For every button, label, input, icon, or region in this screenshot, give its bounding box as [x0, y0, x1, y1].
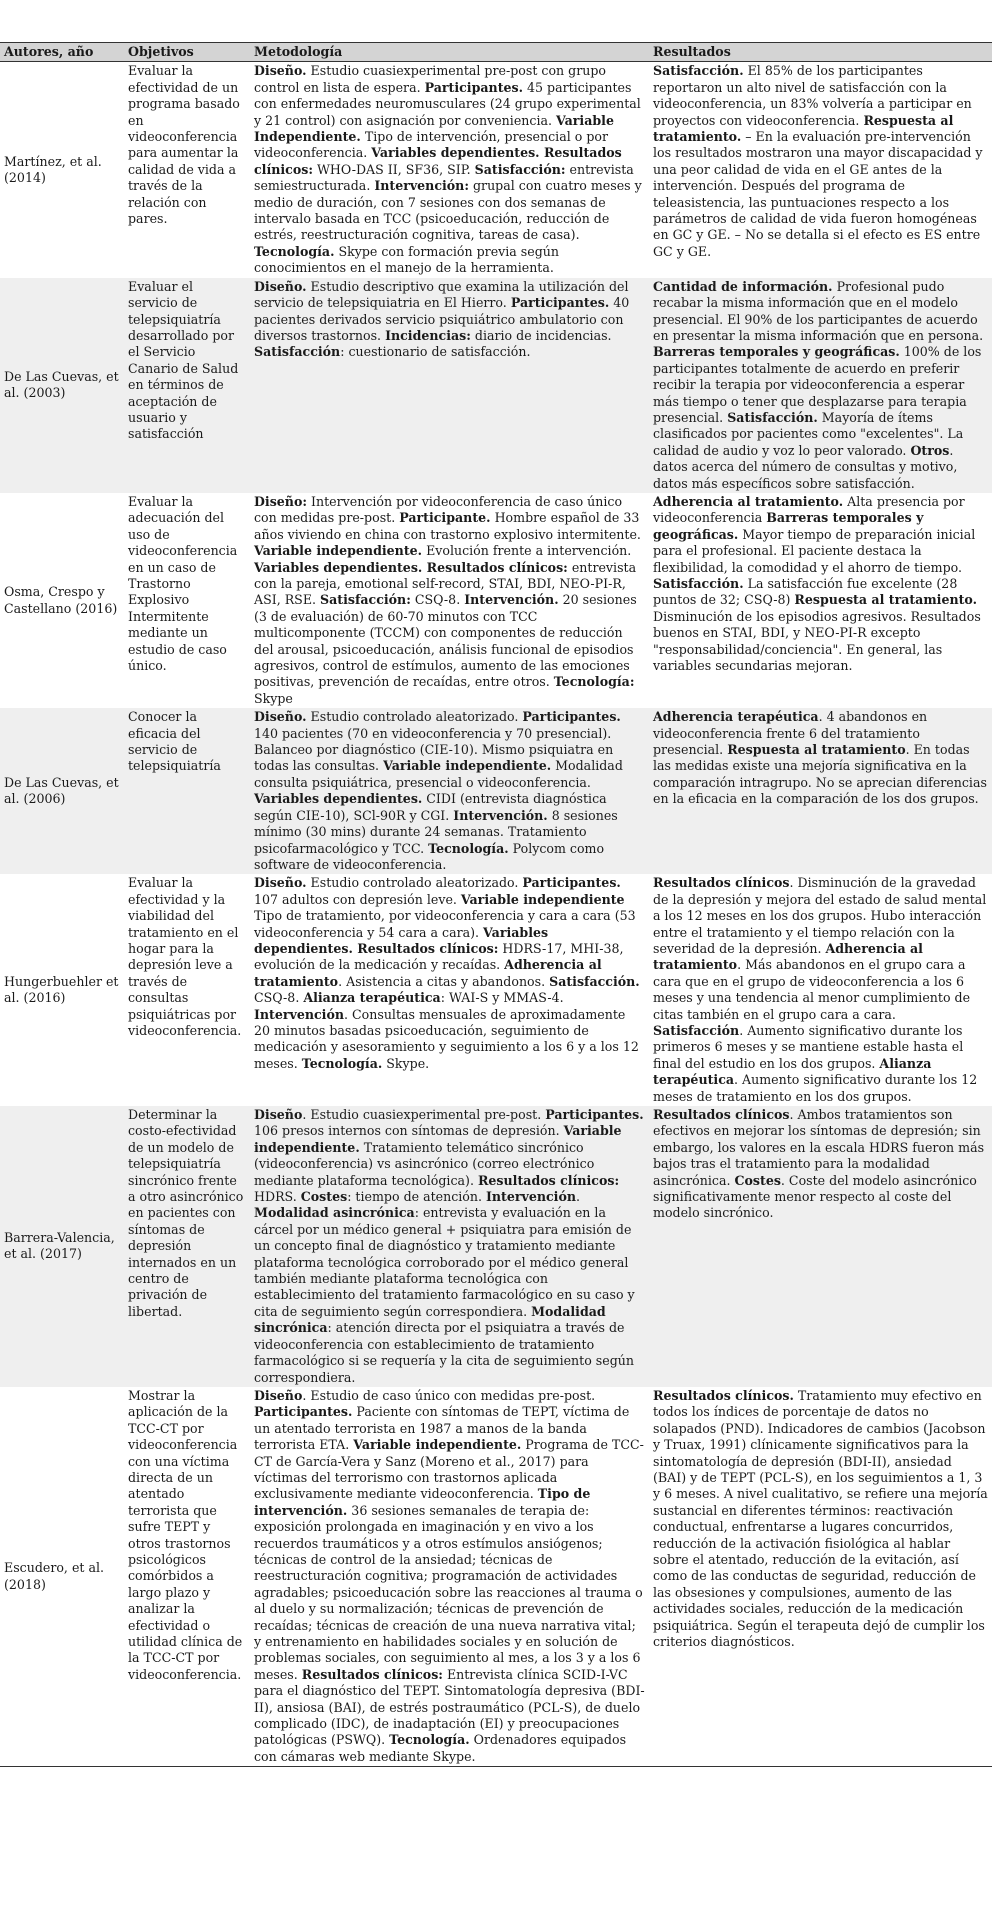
bold-label: Satisfacción:	[474, 161, 566, 177]
objective-cell: Mostrar la aplicación de la TCC-CT por videoconferencia con una víctima directa de un atentado terrorista que sufre TEPT y otros trastornos psicológicos comórbidos a largo plazo y analizar la efectividad o utilidad clínica de la TCC-CT por videoconferencia.	[124, 1387, 250, 1767]
table-row	[0, 1387, 992, 1767]
author-cell: De Las Cuevas, et al. (2003)	[0, 278, 124, 493]
bold-label: Satisfacción	[653, 1022, 740, 1038]
header-objectives: Objetivos	[124, 43, 250, 62]
objective-cell: Conocer la eficacia del servicio de telepsiquiatría	[124, 708, 250, 874]
bold-label: Participantes.	[254, 1404, 353, 1420]
objective-cell: Evaluar el servicio de telepsiquiatría desarrollado por el Servicio Canario de Salud en términos de aceptación de usuario y satisfacción	[124, 278, 250, 493]
bold-label: Variable independiente.	[254, 543, 423, 559]
bold-label: Intervención:	[374, 178, 469, 194]
bold-label: Resultados clínicos:	[477, 1172, 620, 1188]
bold-label: Adherencia al tratamiento	[653, 940, 923, 973]
methodology-cell: Diseño: Intervención por videoconferencia de caso único con medidas pre-post. Participante. Hombre español de 33 años viviendo en china con trastorno explosivo intermitente. Variable independiente. Evolución frente a intervención. Variables dependientes. Resultados clínicos: entrevista con la pareja, emotional self-record, STAI, BDI, NEO-PI-R, ASI, RSE. Satisfacción: CSQ-8. Intervención. 20 sesiones (3 de evaluación) de 60-70 minutos con TCC multicomponente (TCCM) con componentes de reducción del arousal, psicoeducación, análisis funcional de episodios agresivos, control de estímulos, aumento de las emociones positivas, prevención de recaídas, entre otros. Tecnología: Skype	[254, 493, 641, 706]
bold-label: Variable Independiente.	[254, 112, 614, 145]
methodology-cell: Diseño. Estudio cuasiexperimental pre-post con grupo control en lista de espera. Participantes. 45 participantes con enfermedades neuromusculares (24 grupo experimental y 21 control) con asignación por conveniencia. Variable Independiente. Tipo de intervención, presencial o por videoconferencia. Variables dependientes. Resultados clínicos: WHO-DAS II, SF36, SIP. Satisfacción: entrevista semiestructurada. Intervención: grupal con cuatro meses y medio de duración, con 7 sesiones con dos semanas de intervalo basada en TCC (psicoeducación, reducción de estrés, reestructuración cognitiva, tareas de casa). Tecnología. Skype con formación previa según conocimientos en el manejo de la herramienta.	[254, 63, 642, 276]
methodology-cell: Diseño. Estudio controlado aleatorizado. Participantes. 107 adultos con depresión leve. Variable independiente Tipo de tratamiento, por videoconferencia y cara a cara (53 videoconferencia y 54 cara a cara). Variables dependientes. Resultados clínicos: HDRS-17, MHI-38, evolución de la medicación y recaídas. Adherencia al tratamiento. Asistencia a citas y abandonos. Satisfacción. CSQ-8. Alianza terapéutica: WAI-S y MMAS-4. Intervención. Consultas mensuales de aproximadamente 20 minutos basadas psicoeducación, seguimiento de medicación y asesoramiento y seguimiento a los 6 y a los 12 meses. Tecnología. Skype.	[254, 875, 640, 1071]
bold-label: Participantes.	[545, 1107, 644, 1122]
bold-label: Adherencia terapéutica	[653, 709, 819, 725]
table-row	[0, 493, 992, 708]
bold-label: Tecnología.	[301, 1055, 383, 1071]
bold-label: Cantidad de información.	[653, 278, 833, 294]
bold-label: Variables dependientes. Resultados clínicos:	[254, 559, 568, 575]
author-cell: De Las Cuevas, et al. (2006)	[0, 708, 124, 874]
bold-label: Intervención.	[464, 592, 559, 608]
bold-label: Satisfacción.	[653, 63, 744, 79]
bold-label: Participantes.	[424, 79, 524, 95]
document-page	[0, 42, 996, 1767]
bold-label: Adherencia al tratamiento.	[653, 493, 844, 509]
bold-label: Variables dependientes. Resultados clínicos:	[254, 924, 549, 956]
author-cell: Escudero, et al. (2018)	[0, 1387, 124, 1767]
results-cell: Resultados clínicos. Disminución de la gravedad de la depresión y mejora del estado de salud mental a los 12 meses en los dos grupos. Hubo interacción entre el tratamiento y el tiempo relación con la severidad de la depresión. Adherencia al tratamiento. Más abandonos en el grupo cara a cara que en el grupo de videoconferencia a los 6 meses y una tendencia al menor cumplimiento de citas también en el grupo cara a cara. Satisfacción. Aumento significativo durante los primeros 6 meses y se mantiene estable hasta el final del estudio en los dos grupos. Alianza terapéutica. Aumento significativo durante los 12 meses de tratamiento en los dos grupos.	[653, 875, 987, 1104]
objective-cell: Evaluar la efectividad de un programa basado en videoconferencia para aumentar la calidad de vida a través de la relación con pares.	[128, 63, 240, 227]
bold-label: Variable independiente.	[353, 1437, 522, 1453]
table-row	[0, 874, 992, 1106]
bold-label: Satisfacción	[254, 344, 341, 360]
bold-label: Variable independiente.	[254, 1123, 622, 1155]
bold-label: Participantes.	[522, 709, 621, 725]
bold-label: Alianza terapéutica	[303, 990, 441, 1006]
bold-label: Variable independiente.	[383, 758, 552, 774]
bold-label: Intervención	[486, 1189, 577, 1205]
bold-label: Resultados clínicos.	[653, 1387, 794, 1403]
bold-label: Diseño	[254, 1387, 303, 1403]
bold-label: Satisfacción.	[727, 409, 818, 425]
methodology-cell: Diseño. Estudio controlado aleatorizado. Participantes. 140 pacientes (70 en videoconferencia y 70 presencial). Balanceo por diagnóstico (CIE-10). Mismo psiquiatra en todas las consultas. Variable independiente. Modalidad consulta psiquiátrica, presencial o videoconferencia. Variables dependientes. CIDI (entrevista diagnóstica según CIE-10), SCl-90R y CGI. Intervención. 8 sesiones mínimo (30 mins) durante 24 semanas. Tratamiento psicofarmacológico y TCC. Tecnología. Polycom como software de videoconferencia.	[250, 708, 649, 874]
bold-label: Incidencias:	[385, 327, 471, 343]
author-cell: Hungerbuehler et al. (2016)	[4, 973, 119, 1006]
bold-label: Variables dependientes. Resultados clínicos:	[254, 145, 622, 177]
results-cell: Adherencia terapéutica. 4 abandonos en videoconferencia frente 6 del tratamiento presencial. Respuesta al tratamiento. En todas las medidas existe una mejoría significativa en la comparación intragrupo. No se aprecian diferencias en la eficacia en la comparación de los dos grupos.	[649, 708, 992, 874]
bold-label: Diseño.	[254, 63, 307, 79]
bold-label: Barreras temporales y geográficas.	[653, 510, 924, 542]
bold-label: Resultados clínicos:	[301, 1666, 443, 1682]
bold-label: Respuesta al tratamiento.	[794, 592, 977, 608]
table-row	[0, 708, 992, 874]
bold-label: Diseño.	[254, 875, 307, 891]
bold-label: Tecnología.	[254, 243, 335, 259]
results-cell: Adherencia al tratamiento. Alta presencia por videoconferencia Barreras temporales y geográficas. Mayor tiempo de preparación inicial para el profesional. El paciente destaca la flexibilidad, la comodidad y el ahorro de tiempo. Satisfacción. La satisfacción fue excelente (28 puntos de 32; CSQ-8) Respuesta al tratamiento. Disminución de los episodios agresivos. Resultados buenos en STAI, BDI, y NEO-PI-R excepto "responsabilidad/conciencia". En general, las variables secundarias mejoran.	[653, 493, 981, 674]
objective-cell: Evaluar la adecuación del uso de videoconferencia en un caso de Trastorno Explosivo Intermitente mediante un estudio de caso único.	[128, 493, 238, 674]
results-cell: Satisfacción. El 85% de los participantes reportaron un alto nivel de satisfacción con la videoconferencia, un 83% volvería a participar en proyectos con videoconferencia. Respuesta al tratamiento. – En la evaluación pre-intervención los resultados mostraron una mayor discapacidad y una peor calidad de vida en el GE antes de la intervención. Después del programa de teleasistencia, las puntuaciones respecto a los parámetros de calidad de vida fueron homogéneas en GC y GE. – No se detalla si el efecto es ES entre GC y GE.	[653, 63, 983, 259]
header-results: Resultados	[649, 43, 992, 62]
bold-label: Alianza terapéutica	[653, 1055, 932, 1088]
bold-label: Tecnología.	[428, 840, 509, 856]
table-row	[0, 278, 992, 493]
bold-label: Participante.	[399, 510, 491, 526]
bold-label: Resultados clínicos	[653, 1107, 790, 1122]
bold-label: Satisfacción.	[549, 973, 640, 989]
objective-cell: Determinar la costo-efectividad de un modelo de telepsiquiatría sincrónico frente a otro asincrónico en pacientes con síntomas de depresión internados en un centro de privación de libertad.	[124, 1106, 250, 1387]
bold-label: Costes	[300, 1189, 348, 1205]
bold-label: Adherencia al tratamiento	[254, 957, 602, 989]
bold-label: Costes	[734, 1172, 781, 1188]
table-body	[0, 62, 992, 1767]
bold-label: Variable independiente	[460, 891, 625, 907]
table-row	[0, 62, 992, 278]
objective-cell: Evaluar la efectividad y la viabilidad del tratamiento en el hogar para la depresión leve a través de consultas psiquiátricas por videoconferencia.	[128, 875, 242, 1038]
results-cell: Resultados clínicos. Ambos tratamientos son efectivos en mejorar los síntomas de depresión; sin embargo, los valores en la escala HDRS fueron más bajos tras el tratamiento para la modalidad asincrónica. Costes. Coste del modelo asincrónico significativamente menor respecto al coste del modelo sincrónico.	[649, 1106, 992, 1387]
studies-table	[0, 42, 992, 1767]
bold-label: Diseño:	[254, 493, 308, 509]
bold-label: Satisfacción.	[653, 576, 744, 591]
methodology-cell: Diseño. Estudio de caso único con medidas pre-post. Participantes. Paciente con síntomas de TEPT, víctima de un atentado terrorista en 1987 a manos de la banda terrorista ETA. Variable independiente. Programa de TCC-CT de García-Vera y Sanz (Moreno et al., 2017) para víctimas del terrorismo con trastornos aplicada exclusivamente mediante videoconferencia. Tipo de intervención. 36 sesiones semanales de terapia de: exposición prolongada en imaginación y en vivo a los recuerdos traumáticos y a otros estímulos ansiógenos; técnicas de control de la ansiedad; técnicas de reestructuración cognitiva; programación de actividades agradables; psicoeducación sobre las reacciones al trauma o al duelo y su normalización; técnicas de prevención de recaídas; técnicas de creación de una nueva narrativa vital; y entrenamiento en habilidades sociales y en solución de problemas sociales, con seguimiento al mes, a los 3 y a los 6 meses. Resultados clínicos: Entrevista clínica SCID-I-VC para el diagnóstico del TEPT. Sintomatología depresiva (BDI-II), ansiosa (BAI), de estrés postraumático (PCL-S), de duelo complicado (IDC), de inadaptación (EI) y preocupaciones patológicas (PSWQ). Tecnología. Ordenadores equipados con cámaras web mediante Skype.	[250, 1387, 649, 1767]
bold-label: Satisfacción:	[320, 592, 411, 608]
bold-label: Tipo de intervención.	[254, 1486, 591, 1518]
table-header-row	[0, 43, 992, 62]
bold-label: Participantes.	[510, 295, 610, 311]
bold-label: Participantes.	[522, 875, 621, 891]
bold-label: Modalidad sincrónica	[254, 1303, 606, 1336]
bold-label: Resultados clínicos	[653, 875, 790, 891]
results-cell: Cantidad de información. Profesional pudo recabar la misma información que en el modelo presencial. El 90% de los participantes de acuerdo en presentar la misma información que en persona. Barreras temporales y geográficas. 100% de los participantes totalmente de acuerdo en preferir recibir la terapia por videoconferencia a esperar más tiempo o tener que desplazarse para terapia presencial. Satisfacción. Mayoría de ítems clasificados por pacientes como "excelentes". La calidad de audio y voz lo peor valorado. Otros. datos acerca del número de consultas y motivo, datos más específicos sobre satisfacción.	[649, 278, 992, 493]
bold-label: Diseño	[254, 1107, 303, 1122]
bold-label: Modalidad asincrónica	[254, 1205, 415, 1221]
header-authors: Autores, año	[0, 43, 124, 62]
bold-label: Respuesta al tratamiento	[727, 742, 906, 758]
author-cell: Osma, Crespo y Castellano (2016)	[4, 584, 118, 616]
bold-label: Tecnología.	[389, 1732, 470, 1748]
bold-label: Intervención	[254, 1006, 345, 1022]
bold-label: Diseño.	[254, 709, 307, 725]
bold-label: Diseño.	[254, 278, 307, 294]
author-cell: Barrera-Valencia, et al. (2017)	[0, 1106, 124, 1387]
table-row	[0, 1106, 992, 1387]
bold-label: Tecnología:	[553, 674, 635, 690]
bold-label: Variables dependientes.	[254, 791, 423, 807]
header-methodology: Metodología	[250, 43, 649, 62]
bold-label: Intervención.	[453, 807, 548, 823]
bold-label: Barreras temporales y geográficas.	[653, 344, 900, 360]
bold-label: Respuesta al tratamiento.	[653, 112, 954, 145]
results-cell: Resultados clínicos. Tratamiento muy efectivo en todos los índices de porcentaje de datos no solapados (PND). Indicadores de cambios (Jacobson y Truax, 1991) clínicamente significativos para la sintomatología de depresión (BDI-II), ansiedad (BAI) y de TEPT (PCL-S), en los seguimientos a 1, 3 y 6 meses. A nivel cualitativo, se refiere una mejoría sustancial en diferentes términos: reactivación conductual, enfrentarse a lugares concurridos, reducción de la activación fisiológica al hablar sobre el atentado, reducción de la evitación, así como de las conductas de seguridad, reducción de las obsesiones y compulsiones, aumento de las actividades sociales, reducción de la medicación psiquiátrica. Según el terapeuta dejó de cumplir los criterios diagnósticos.	[649, 1387, 992, 1767]
author-cell: Martínez, et al. (2014)	[4, 153, 102, 186]
bold-label: Otros	[910, 442, 950, 458]
methodology-cell: Diseño. Estudio descriptivo que examina la utilización del servicio de telepsiquiatria en El Hierro. Participantes. 40 pacientes derivados servicio psiquiátrico ambulatorio con diversos trastornos. Incidencias: diario de incidencias. Satisfacción: cuestionario de satisfacción.	[250, 278, 649, 493]
methodology-cell: Diseño. Estudio cuasiexperimental pre-post. Participantes. 106 presos internos con síntomas de depresión. Variable independiente. Tratamiento telemático sincrónico (videoconferencia) vs asincrónico (correo electrónico mediante plataforma tecnológica). Resultados clínicos: HDRS. Costes: tiempo de atención. Intervención. Modalidad asincrónica: entrevista y evaluación en la cárcel por un médico general + psiquiatra para emisión de un concepto final de diagnóstico y tratamiento mediante plataforma tecnológica corroborado por el médico general también mediante plataforma tecnológica con establecimiento del tratamiento farmacológico en su caso y cita de seguimiento según correspondiera. Modalidad sincrónica: atención directa por el psiquiatra a través de videoconferencia con establecimiento de tratamiento farmacológico si se requería y la cita de seguimiento según correspondiera.	[250, 1106, 649, 1387]
